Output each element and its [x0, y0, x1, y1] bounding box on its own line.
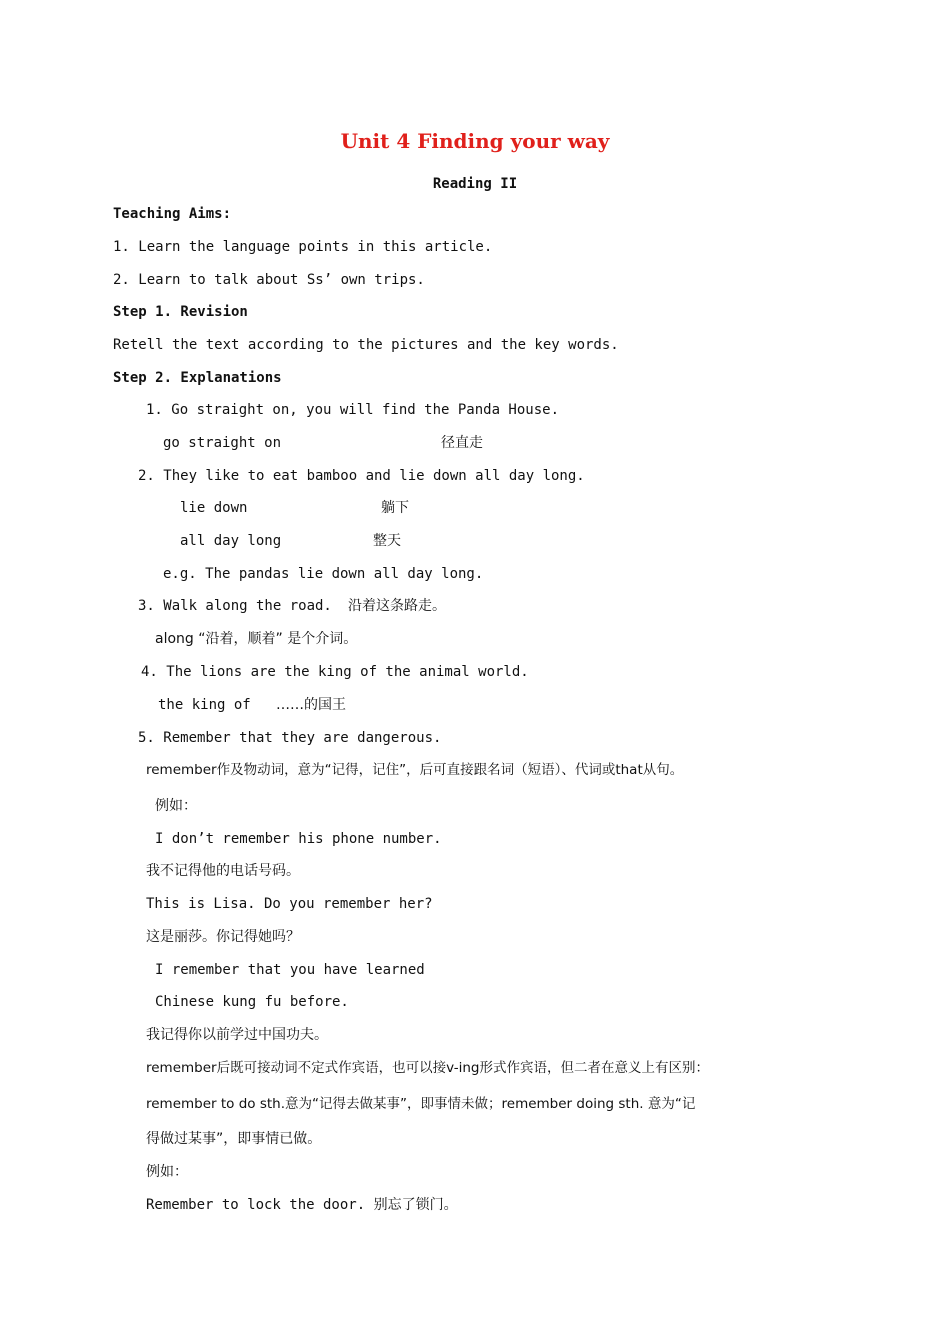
- point5-example-label-2: 例如：: [146, 1164, 188, 1180]
- point2-phrase1: lie down: [180, 500, 248, 516]
- point5-example2-zh: 这是丽莎。你记得她吗？: [146, 929, 300, 945]
- point1-meaning: 径直走: [441, 435, 483, 451]
- point5-example1-en: I don’t remember his phone number.: [155, 831, 442, 847]
- point5-note4: 得做过某事”，即事情已做。: [146, 1131, 322, 1147]
- point5-sentence: 5. Remember that they are dangerous.: [138, 730, 442, 746]
- point1-phrase: go straight on: [163, 435, 282, 451]
- point5-example2-en: This is Lisa. Do you remember her?: [146, 896, 433, 912]
- point5-note3: remember to do sth.意为“记得去做某事”，即事情未做；remember doing sth. 意为“记: [146, 1096, 696, 1112]
- point3-sentence: 3. Walk along the road.: [138, 598, 332, 614]
- point5-note1: remember作及物动词，意为“记得，记住”，后可直接跟名词（短语）、代词或that从句。: [146, 762, 684, 778]
- page-title: Unit 4 Finding your way: [340, 129, 610, 153]
- teaching-aims-heading: Teaching Aims:: [113, 206, 232, 222]
- point3-note: along “沿着，顺着” 是个介词。: [155, 631, 358, 647]
- point4-phrase: the king of: [158, 697, 251, 713]
- point2-phrase2: all day long: [180, 533, 282, 549]
- point5-example3-zh: 我记得你以前学过中国功夫。: [146, 1027, 328, 1043]
- page-subtitle: Reading II: [432, 176, 518, 192]
- point3-translation: 沿着这条路走。: [348, 598, 446, 614]
- point5-example3-en-b: Chinese kung fu before.: [155, 994, 349, 1010]
- point4-meaning: ……的国王: [276, 697, 346, 713]
- point1-sentence: 1. Go straight on, you will find the Panda House.: [146, 402, 560, 418]
- point2-meaning1: 躺下: [381, 500, 409, 516]
- step1-heading: Step 1. Revision: [113, 304, 248, 320]
- point2-example: e.g. The pandas lie down all day long.: [163, 566, 484, 582]
- step1-text: Retell the text according to the pictures and the key words.: [113, 337, 619, 353]
- point4-sentence: 4. The lions are the king of the animal world.: [141, 664, 529, 680]
- point5-example1-zh: 我不记得他的电话号码。: [146, 863, 300, 879]
- point5-example3-en-a: I remember that you have learned: [155, 962, 425, 978]
- point2-meaning2: 整天: [373, 533, 401, 549]
- aim-item: 1. Learn the language points in this article.: [113, 239, 493, 255]
- point5-note2: remember后既可接动词不定式作宾语，也可以接v-ing形式作宾语，但二者在意义上有区别：: [146, 1060, 709, 1076]
- point5-example-label: 例如：: [155, 798, 197, 814]
- step2-heading: Step 2. Explanations: [113, 370, 282, 386]
- point5-example4: Remember to lock the door. 别忘了锁门。: [146, 1197, 458, 1213]
- aim-item: 2. Learn to talk about Ss’ own trips.: [113, 272, 425, 288]
- point2-sentence: 2. They like to eat bamboo and lie down all day long.: [138, 468, 585, 484]
